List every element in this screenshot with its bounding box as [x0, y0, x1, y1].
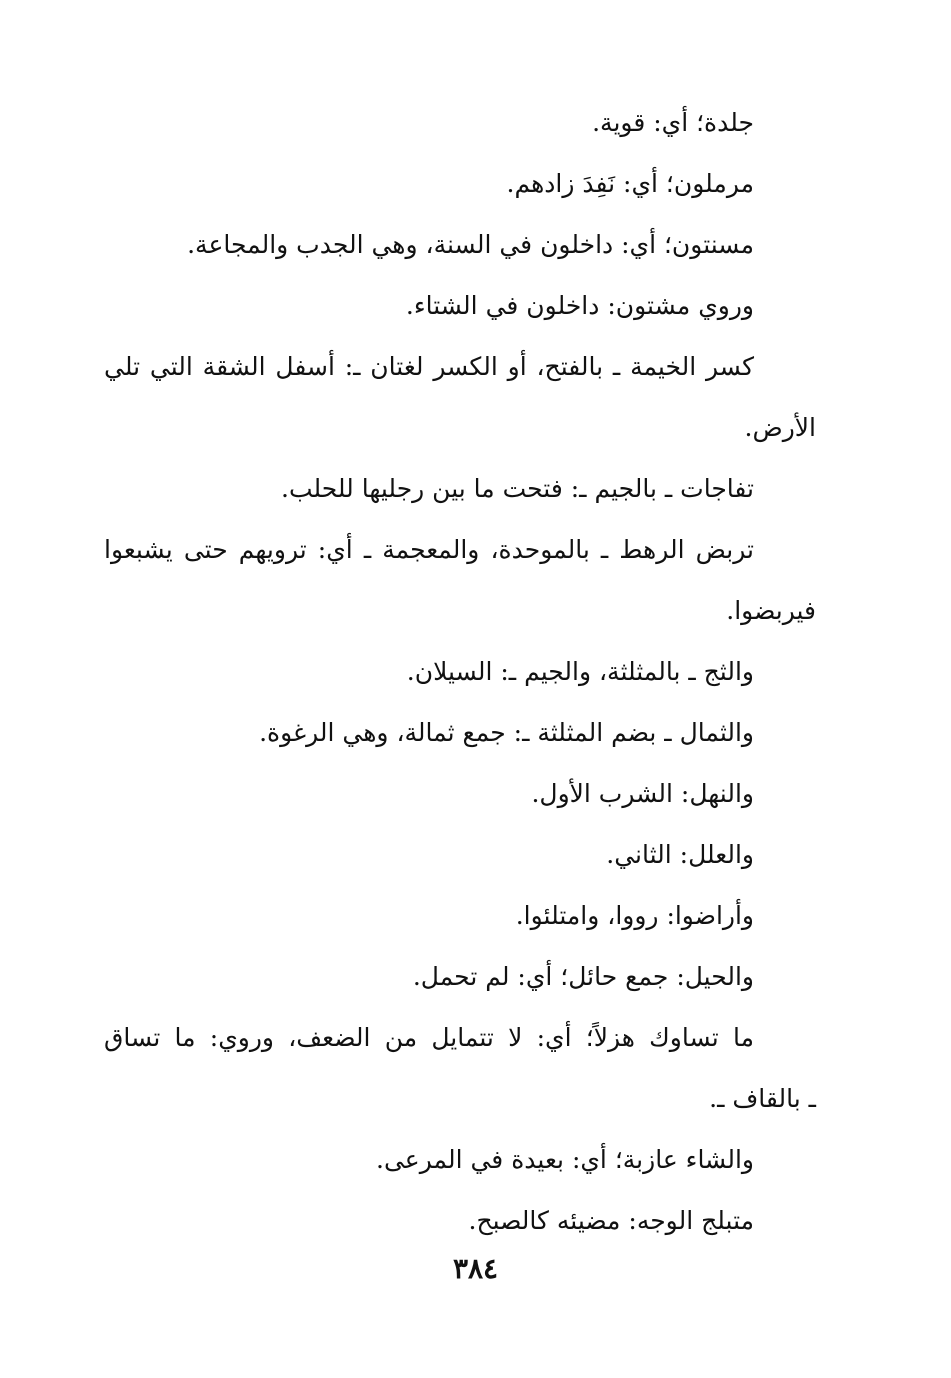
text-line: جلدة؛ أي: قوية. — [592, 108, 754, 137]
text-line: وروي مشتون: داخلون في الشتاء. — [405, 291, 754, 320]
text-line: الأرض. — [744, 413, 816, 442]
text-line: وأراضوا: رووا، وامتلئوا. — [515, 901, 754, 930]
text-line: مرملون؛ أي: نَفِدَ زادهم. — [506, 169, 754, 198]
text-line: مسنتون؛ أي: داخلون في السنة، وهي الجدب والمجاعة. — [187, 230, 754, 259]
text-line: ما تساوك هزلاً؛ أي: لا تتمايل من الضعف، وروي: ما تساق — [104, 1023, 754, 1052]
text-line: متبلج الوجه: مضيئه كالصبح. — [468, 1206, 754, 1235]
text-line: والحيل: جمع حائل؛ أي: لم تحمل. — [412, 962, 754, 991]
text-line: والعلل: الثاني. — [606, 840, 754, 869]
text-line: تفاجات ـ بالجيم ـ: فتحت ما بين رجليها للحلب. — [281, 474, 754, 503]
text-body — [104, 92, 816, 1251]
text-line: والثج ـ بالمثلثة، والجيم ـ: السيلان. — [406, 657, 754, 686]
text-line: والثمال ـ بضم المثلثة ـ: جمع ثمالة، وهي الرغوة. — [259, 718, 754, 747]
page-number: ٣٨٤ — [452, 1252, 499, 1285]
text-line: والشاء عازبة؛ أي: بعيدة في المرعى. — [376, 1145, 754, 1174]
text-line: تربض الرهط ـ بالموحدة، والمعجمة ـ أي: ترويهم حتى يشبعوا — [104, 535, 754, 564]
text-line: كسر الخيمة ـ بالفتح، أو الكسر لغتان ـ: أسفل الشقة التي تلي — [104, 352, 754, 381]
text-line: والنهل: الشرب الأول. — [531, 779, 754, 808]
text-line: فيربضوا. — [726, 596, 816, 625]
text-line: ـ بالقاف ـ. — [709, 1084, 816, 1113]
